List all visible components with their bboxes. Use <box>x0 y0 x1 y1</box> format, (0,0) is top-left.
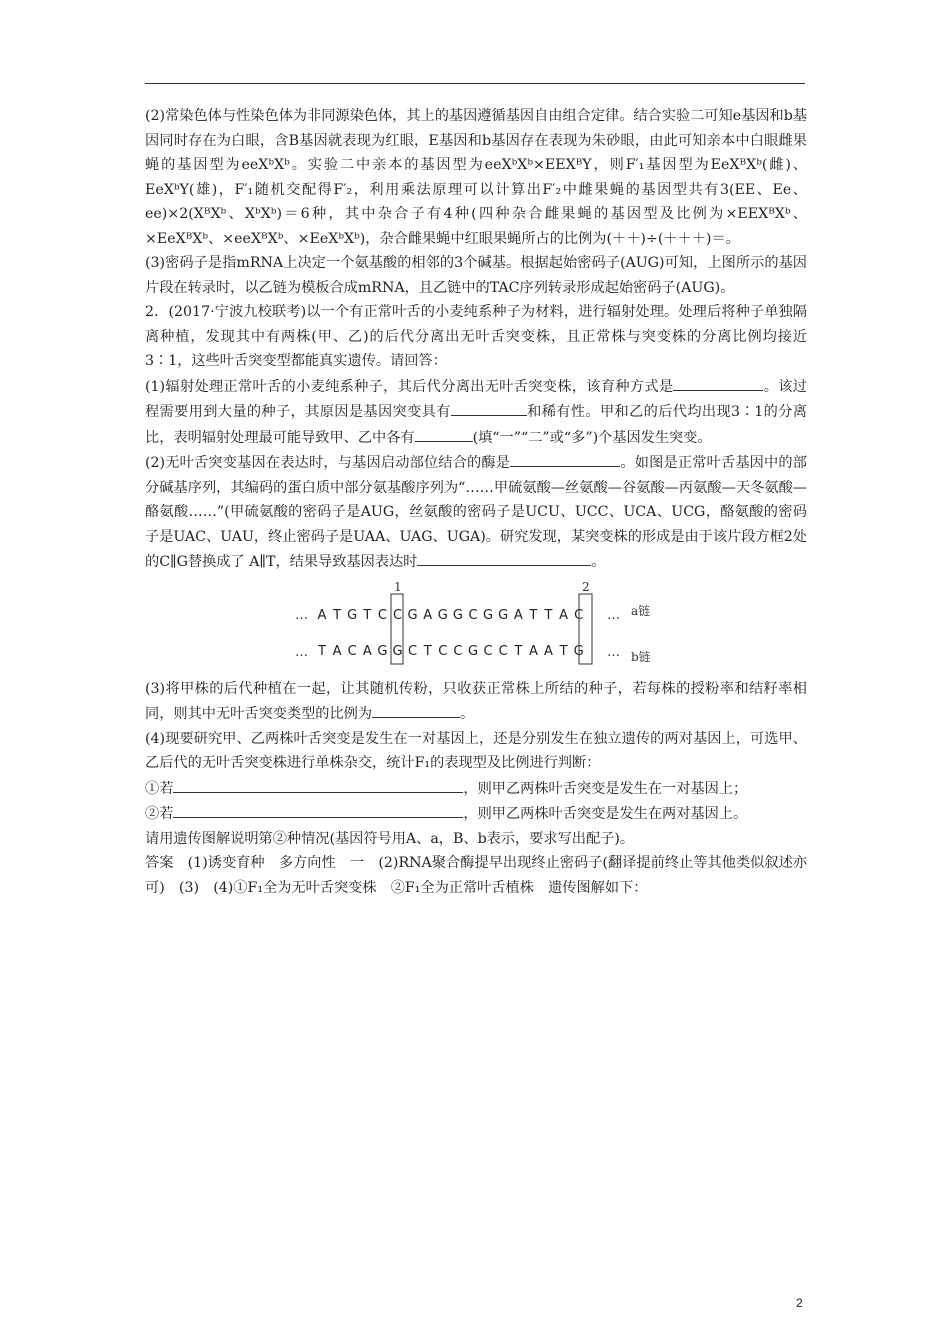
chain-b-base: A <box>544 643 553 659</box>
answer-blank[interactable] <box>510 450 620 467</box>
dna-sequence-figure <box>145 579 807 671</box>
ellipsis-left-b: … <box>295 644 308 660</box>
answer-blank[interactable] <box>731 374 763 391</box>
question-2-part-4-instruction: 请用遗传图解说明第②种情况(基因符号用A、a，B、b表示，要求写出配子)。 <box>145 830 635 847</box>
chain-a-base: G <box>498 607 509 623</box>
explanation-paragraph-2: (2)常染色体与性染色体为非同源染色体，其上的基因遵循基因自由组合定律。结合实验二可知e基因和b基因同时存在为白眼，含B基因就表现为红眼，E基因和b基因存在表现为朱砂眼，由此可知亲本中白眼雌果蝇的基因型为eeXᵇXᵇ。实验二中亲本的基因型为eeXᵇXᵇ×EEXᴮY，则F′₁基因型为EeXᴮXᵇ(雌)、EeXᵇY(雄)，F′₁随机交配得F′₂，利用乘法原理可以计算出F′₂中雌果蝇的基因型共有3(EE、Ee、ee)×2(XᴮXᵇ、XᵇXᵇ)＝6种，其中杂合子有4种(四种杂合雌果蝇的基因型及比例为×EEXᴮXᵇ、×EeXᴮXᵇ、×eeXᴮXᵇ、×EeXᵇXᵇ)，杂合雌果蝇中红眼果蝇所占的比例为(＋＋)÷(＋＋＋)＝。 <box>145 108 807 247</box>
question-2-part-4-condition-2: ②若 ，则甲乙两株叶舌突变是发生在两对基因上。 <box>145 801 807 827</box>
chain-b-base: G <box>392 643 403 659</box>
box-1-label: 1 <box>394 579 402 594</box>
answer-blank[interactable] <box>372 701 460 718</box>
chain-a-base: C <box>468 607 478 623</box>
chain-a-base: A <box>513 607 523 623</box>
chain-b-base: T <box>559 643 568 659</box>
chain-a-base: A <box>317 607 327 623</box>
question-2-intro: 2．(2017·宁波九校联考)以一个有正常叶舌的小麦纯系种子为材料，进行辐射处理。处理后将种子单独隔离种植，发现其中有两株(甲、乙)的后代分离出无叶舌突变株，且正常株与突变株的分离比例均接近3∶1，这些叶舌突变型都能真实遗传。请回答： <box>145 304 807 369</box>
dna-diagram <box>145 579 807 671</box>
chain-a-base: T <box>333 607 342 623</box>
chain-b-base: A <box>332 643 342 659</box>
chain-b-base: A <box>362 643 372 659</box>
chain-b-base: G <box>467 643 479 659</box>
ellipsis-right-a: … <box>607 607 620 623</box>
chain-a-base: G <box>483 607 494 623</box>
question-2-part-2: (2)无叶舌突变基因在表达时，与基因启动部位结合的酶是 。如图是正常叶舌基因中的部分碱基序列，其编码的蛋白质中部分氨基酸序列为“……甲硫氨酸—丝氨酸—谷氨酸—丙氨酸—天冬氨酸—酪氨酸……”(甲硫氨酸的密码子是AUG，丝氨酸的密码子是UCU、UCC、UCA、UCG，酪氨酸的密码子是UAC、UAU，终止密码子是UAA、UAG、UGA)。研究发现，某突变株的形成是由于该片段方框2处的C∥G替换成了 A∥T，结果导致基因表达时 。 <box>145 450 807 575</box>
box-2-label: 2 <box>582 579 590 594</box>
chain-b-base: C <box>347 643 357 659</box>
answer-blank[interactable] <box>415 425 473 442</box>
question-2-part-1: (1)辐射处理正常叶舌的小麦纯系种子，其后代分离出无叶舌突变株，该育种方式是 。该过程需要用到大量的种子，其原因是基因突变具有 和稀有性。甲和乙的后代均出现3∶1的分离比，表明辐射处理最可能导致甲、乙中各有 (填“一”“二”或“多”)个基因发生突变。 <box>145 374 807 451</box>
answer-blank[interactable] <box>457 549 591 566</box>
chain-b-base: A <box>528 643 538 659</box>
ellipsis-right-b: … <box>607 644 620 660</box>
chain-a-base: C <box>574 607 584 623</box>
chain-b-base: C <box>483 643 493 659</box>
chain-a-base: G <box>437 607 448 623</box>
chain-a-base: G <box>452 607 463 623</box>
answer-section: 答案 (1)诱变育种 多方向性 一 (2)RNA聚合酶提早出现终止密码子(翻译提前终止等其他类似叙述亦可) (3) (4)①F₁全为无叶舌突变株 ②F₁全为正常叶舌植株 遗传图解如下： <box>145 855 807 896</box>
chain-a-base: T <box>363 607 372 623</box>
chain-a-base: A <box>423 607 433 623</box>
chain-b-base: C <box>498 643 508 659</box>
page-number: 2 <box>796 1296 803 1310</box>
chain-b-base: C <box>438 643 448 659</box>
answer-blank[interactable] <box>173 776 463 793</box>
chain-a-base: T <box>544 607 553 623</box>
answer-blank[interactable] <box>173 801 463 818</box>
chain-b-base: T <box>514 643 523 659</box>
chain-b-sequence <box>317 644 584 659</box>
question-2-part-4: (4)现要研究甲、乙两株叶舌突变是发生在一对基因上，还是分别发生在独立遗传的两对基因上，可选甲、乙后代的无叶舌突变株进行单株杂交，统计F₁的表现型及比例进行判断： <box>145 730 807 771</box>
chain-b-base: G <box>377 643 388 659</box>
question-2-part-3: (3)将甲株的后代种植在一起，让其随机传粉，只收获正常株上所结的种子，若每株的授粉率和结籽率相同，则其中无叶舌突变类型的比例为 。 <box>145 680 807 722</box>
question-2-part-4-condition-1: ①若 ，则甲乙两株叶舌突变是发生在一对基因上； <box>145 776 807 802</box>
chain-a-label: a链 <box>631 603 651 618</box>
page-content <box>145 104 807 900</box>
answer-blank[interactable] <box>673 374 731 391</box>
chain-a-base: G <box>407 607 418 623</box>
ellipsis-left-a: … <box>295 607 308 623</box>
chain-b-base: C <box>408 643 418 659</box>
header-rule <box>145 83 805 84</box>
chain-a-base: T <box>529 607 538 623</box>
chain-b-base: C <box>453 643 463 659</box>
answer-blank[interactable] <box>451 399 527 416</box>
chain-b-base: G <box>573 643 584 659</box>
explanation-paragraph-3: (3)密码子是指mRNA上决定一个氨基酸的相邻的3个碱基。根据起始密码子(AUG)可知，上图所示的基因片段在转录时，以乙链为模板合成mRNA，且乙链中的TAC序列转录形成起始密码子(AUG)。 <box>145 255 807 296</box>
chain-a-base: C <box>392 607 403 623</box>
chain-a-base: C <box>377 607 387 623</box>
chain-a-base: A <box>559 607 569 623</box>
chain-a-sequence <box>318 608 584 623</box>
chain-b-label: b链 <box>631 649 651 664</box>
chain-b-base: T <box>423 643 432 659</box>
chain-a-base: G <box>347 607 358 623</box>
chain-b-base: T <box>318 643 326 659</box>
answer-blank[interactable] <box>417 549 457 566</box>
